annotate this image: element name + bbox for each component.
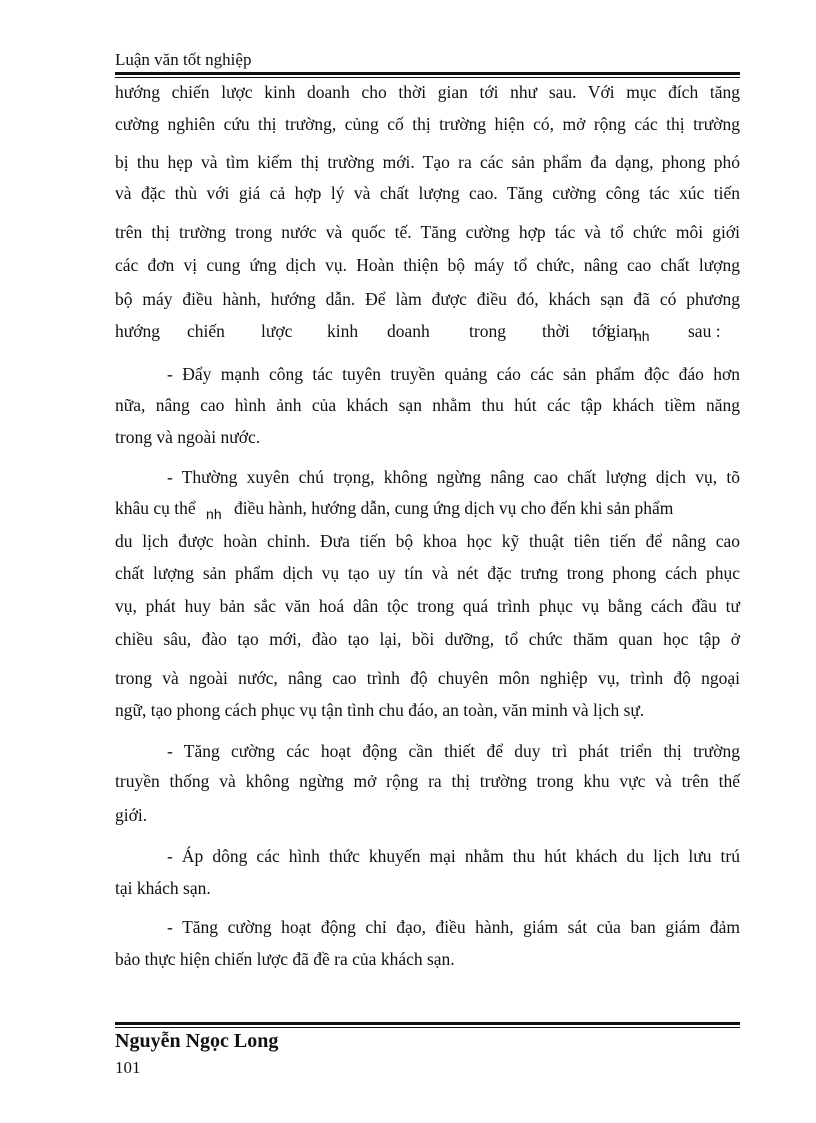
word: tới (592, 321, 611, 341)
header-rule-thick (115, 72, 740, 75)
text-line: các đơn vị cung ứng dịch vụ. Hoàn thiện bộ máy tổ chức, nâng cao chất lượng (115, 255, 740, 275)
text-line: và đặc thù với giá cả hợp lý và chất lượng cao. Tăng cường công tác xúc tiến (115, 183, 740, 203)
word: kinh (327, 321, 359, 341)
text-line: hướng chiến lược kinh doanh cho thời gian tới như sau. Với mục đích tăng (115, 82, 740, 102)
text-line: vụ, phát huy bản sắc văn hoá dân tộc trong quá trình phục vụ bằng cách đầu tư (115, 596, 740, 616)
text-line: bộ máy điều hành, hướng dẫn. Để làm được điều đó, khách sạn đã có phương (115, 289, 740, 309)
text-line: - Đẩy mạnh công tác tuyên truyền quảng cáo các sản phẩm độc đáo hơn (167, 364, 740, 384)
word: sau : (688, 321, 721, 341)
word: hướng (115, 321, 160, 341)
text-line: giới. (115, 805, 148, 825)
text-line: - Áp dông các hình thức khuyến mại nhằm thu hút khách du lịch lưu trú (167, 846, 740, 866)
text-line: trong và ngoài nước. (115, 427, 261, 447)
word: doanh (387, 321, 430, 341)
page-number: 101 (115, 1058, 141, 1077)
text-fragment: điều hành, hướng dẫn, cung ứng dịch vụ cho đến khi sản phẩm (234, 498, 674, 518)
text-line: truyền thống và không ngừng mở rộng ra thị trường trong khu vực và trên thế (115, 771, 740, 791)
word: trong (469, 321, 506, 341)
text-line: ngữ, tạo phong cách phục vụ tận tình chu đáo, an toàn, văn minh và lịch sự. (115, 700, 645, 720)
text-line: - Tăng cường hoạt động chỉ đạo, điều hành, giám sát của ban giám đảm (167, 917, 740, 937)
word-subscript: nh (206, 506, 222, 522)
header-rule-thin (115, 77, 740, 78)
text-line: trong và ngoài nước, nâng cao trình độ chuyên môn nghiệp vụ, trình độ ngoại (115, 668, 740, 688)
text-line (115, 497, 740, 520)
word: lược (261, 321, 293, 341)
footer-author: Nguyễn Ngọc Long (115, 1030, 279, 1052)
text-line: cường nghiên cứu thị trường, củng cố thị trường hiện có, mở rộng các thị trường (115, 114, 740, 134)
text-line: bảo thực hiện chiến lược đã đề ra của khách sạn. (115, 949, 455, 969)
text-line: - Thường xuyên chú trọng, không ngừng nâng cao chất lượng dịch vụ, tõ (167, 467, 740, 487)
page-header-title: Luận văn tốt nghiệp (115, 50, 252, 69)
word: chiến (187, 321, 225, 341)
text-line: du lịch được hoàn chỉnh. Đưa tiến bộ khoa học kỹ thuật tiên tiến để nâng cao (115, 531, 740, 551)
footer-rule-thin (115, 1027, 740, 1028)
text-line: trên thị trường trong nước và quốc tế. Tăng cường hợp tác và tổ chức môi giới (115, 222, 740, 242)
text-line: chiều sâu, đào tạo mới, đào tạo lại, bồi dưỡng, tổ chức thăm quan học tập ở (115, 629, 740, 649)
word-subscript: nh (634, 328, 650, 344)
text-line: bị thu hẹp và tìm kiếm thị trường mới. Tạo ra các sản phẩm đa dạng, phong phó (115, 152, 740, 172)
text-line: nữa, nâng cao hình ảnh của khách sạn nhằm thu hút các tập khách tiềm năng (115, 395, 740, 415)
text-line: tại khách sạn. (115, 878, 211, 898)
word: thời (542, 321, 570, 341)
text-line: - Tăng cường các hoạt động cần thiết để duy trì phát triển thị trường (167, 741, 740, 761)
word: gian (607, 321, 638, 341)
footer-rule-thick (115, 1022, 740, 1025)
text-fragment: khâu cụ thể (115, 498, 196, 518)
text-line: chất lượng sản phẩm dịch vụ tạo uy tín và nét đặc trưng trong phong cách phục (115, 563, 740, 583)
